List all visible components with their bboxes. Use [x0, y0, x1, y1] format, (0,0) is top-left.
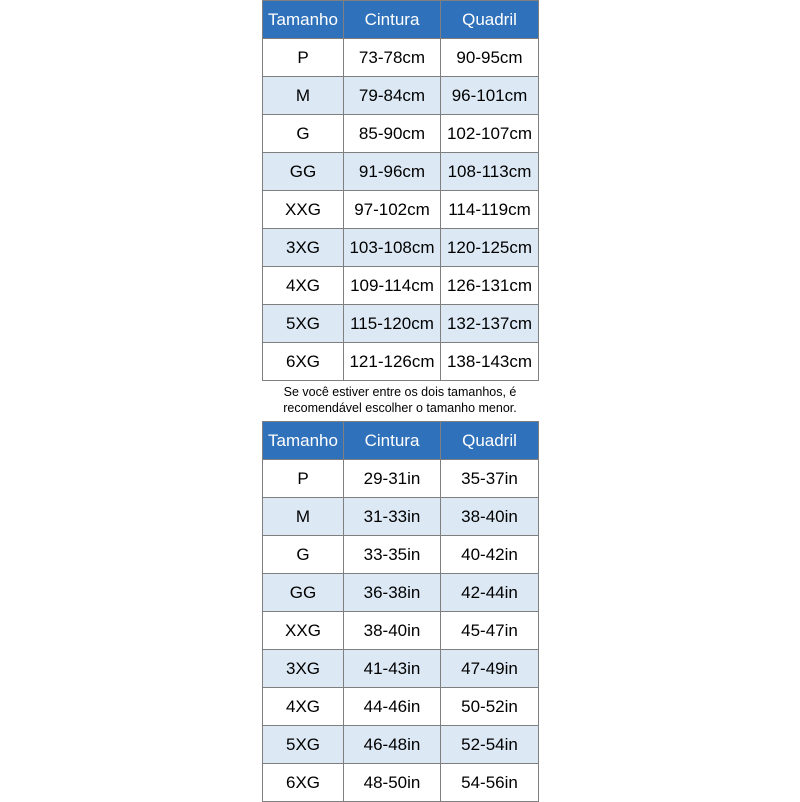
hip-cell: 54-56in: [441, 764, 539, 802]
table-row: [263, 460, 539, 498]
table-row: [263, 726, 539, 764]
table-row: [263, 229, 539, 267]
hip-cell: 126-131cm: [441, 267, 539, 305]
table-row: [263, 305, 539, 343]
header-quadril: Quadril: [441, 1, 539, 39]
note-line-1: Se você estiver entre os dois tamanhos, é: [283, 385, 517, 399]
waist-cell: 38-40in: [344, 612, 441, 650]
header-quadril: Quadril: [441, 422, 539, 460]
hip-cell: 47-49in: [441, 650, 539, 688]
waist-cell: 73-78cm: [344, 39, 441, 77]
size-cell: 3XG: [263, 229, 344, 267]
waist-cell: 41-43in: [344, 650, 441, 688]
size-cell: 6XG: [263, 343, 344, 381]
waist-cell: 103-108cm: [344, 229, 441, 267]
size-cell: P: [263, 460, 344, 498]
header-cintura: Cintura: [344, 1, 441, 39]
size-cell: 4XG: [263, 267, 344, 305]
size-cell: GG: [263, 153, 344, 191]
size-cell: M: [263, 77, 344, 115]
waist-cell: 31-33in: [344, 498, 441, 536]
hip-cell: 45-47in: [441, 612, 539, 650]
waist-cell: 91-96cm: [344, 153, 441, 191]
hip-cell: 40-42in: [441, 536, 539, 574]
table-row: [263, 191, 539, 229]
table-row: [263, 153, 539, 191]
size-chart: [262, 0, 538, 802]
table-row: [263, 77, 539, 115]
table-row: [263, 267, 539, 305]
size-cell: M: [263, 498, 344, 536]
header-cintura: Cintura: [344, 422, 441, 460]
hip-cell: 90-95cm: [441, 39, 539, 77]
size-cell: 5XG: [263, 726, 344, 764]
size-cell: 3XG: [263, 650, 344, 688]
hip-cell: 38-40in: [441, 498, 539, 536]
note-line-2: recomendável escolher o tamanho menor.: [283, 401, 517, 415]
table-row: [263, 574, 539, 612]
size-cell: XXG: [263, 191, 344, 229]
waist-cell: 36-38in: [344, 574, 441, 612]
size-cell: 6XG: [263, 764, 344, 802]
hip-cell: 35-37in: [441, 460, 539, 498]
size-cell: G: [263, 536, 344, 574]
size-cell: GG: [263, 574, 344, 612]
table-row: [263, 764, 539, 802]
table-row: [263, 650, 539, 688]
hip-cell: 102-107cm: [441, 115, 539, 153]
size-advice-note: [262, 381, 538, 421]
hip-cell: 138-143cm: [441, 343, 539, 381]
hip-cell: 96-101cm: [441, 77, 539, 115]
waist-cell: 85-90cm: [344, 115, 441, 153]
hip-cell: 108-113cm: [441, 153, 539, 191]
hip-cell: 50-52in: [441, 688, 539, 726]
size-table-cm: [262, 0, 539, 381]
table-row: [263, 343, 539, 381]
size-cell: XXG: [263, 612, 344, 650]
hip-cell: 120-125cm: [441, 229, 539, 267]
waist-cell: 48-50in: [344, 764, 441, 802]
waist-cell: 121-126cm: [344, 343, 441, 381]
table-row: [263, 39, 539, 77]
table-header-row: [263, 1, 539, 39]
hip-cell: 52-54in: [441, 726, 539, 764]
waist-cell: 97-102cm: [344, 191, 441, 229]
table-row: [263, 688, 539, 726]
waist-cell: 29-31in: [344, 460, 441, 498]
size-table-in: [262, 421, 539, 802]
waist-cell: 33-35in: [344, 536, 441, 574]
size-cell: 4XG: [263, 688, 344, 726]
header-tamanho: Tamanho: [263, 422, 344, 460]
table-row: [263, 498, 539, 536]
table-header-row: [263, 422, 539, 460]
waist-cell: 115-120cm: [344, 305, 441, 343]
size-cell: G: [263, 115, 344, 153]
table-row: [263, 612, 539, 650]
waist-cell: 109-114cm: [344, 267, 441, 305]
hip-cell: 42-44in: [441, 574, 539, 612]
hip-cell: 114-119cm: [441, 191, 539, 229]
hip-cell: 132-137cm: [441, 305, 539, 343]
header-tamanho: Tamanho: [263, 1, 344, 39]
table-row: [263, 536, 539, 574]
waist-cell: 46-48in: [344, 726, 441, 764]
size-cell: P: [263, 39, 344, 77]
size-cell: 5XG: [263, 305, 344, 343]
waist-cell: 79-84cm: [344, 77, 441, 115]
table-row: [263, 115, 539, 153]
waist-cell: 44-46in: [344, 688, 441, 726]
